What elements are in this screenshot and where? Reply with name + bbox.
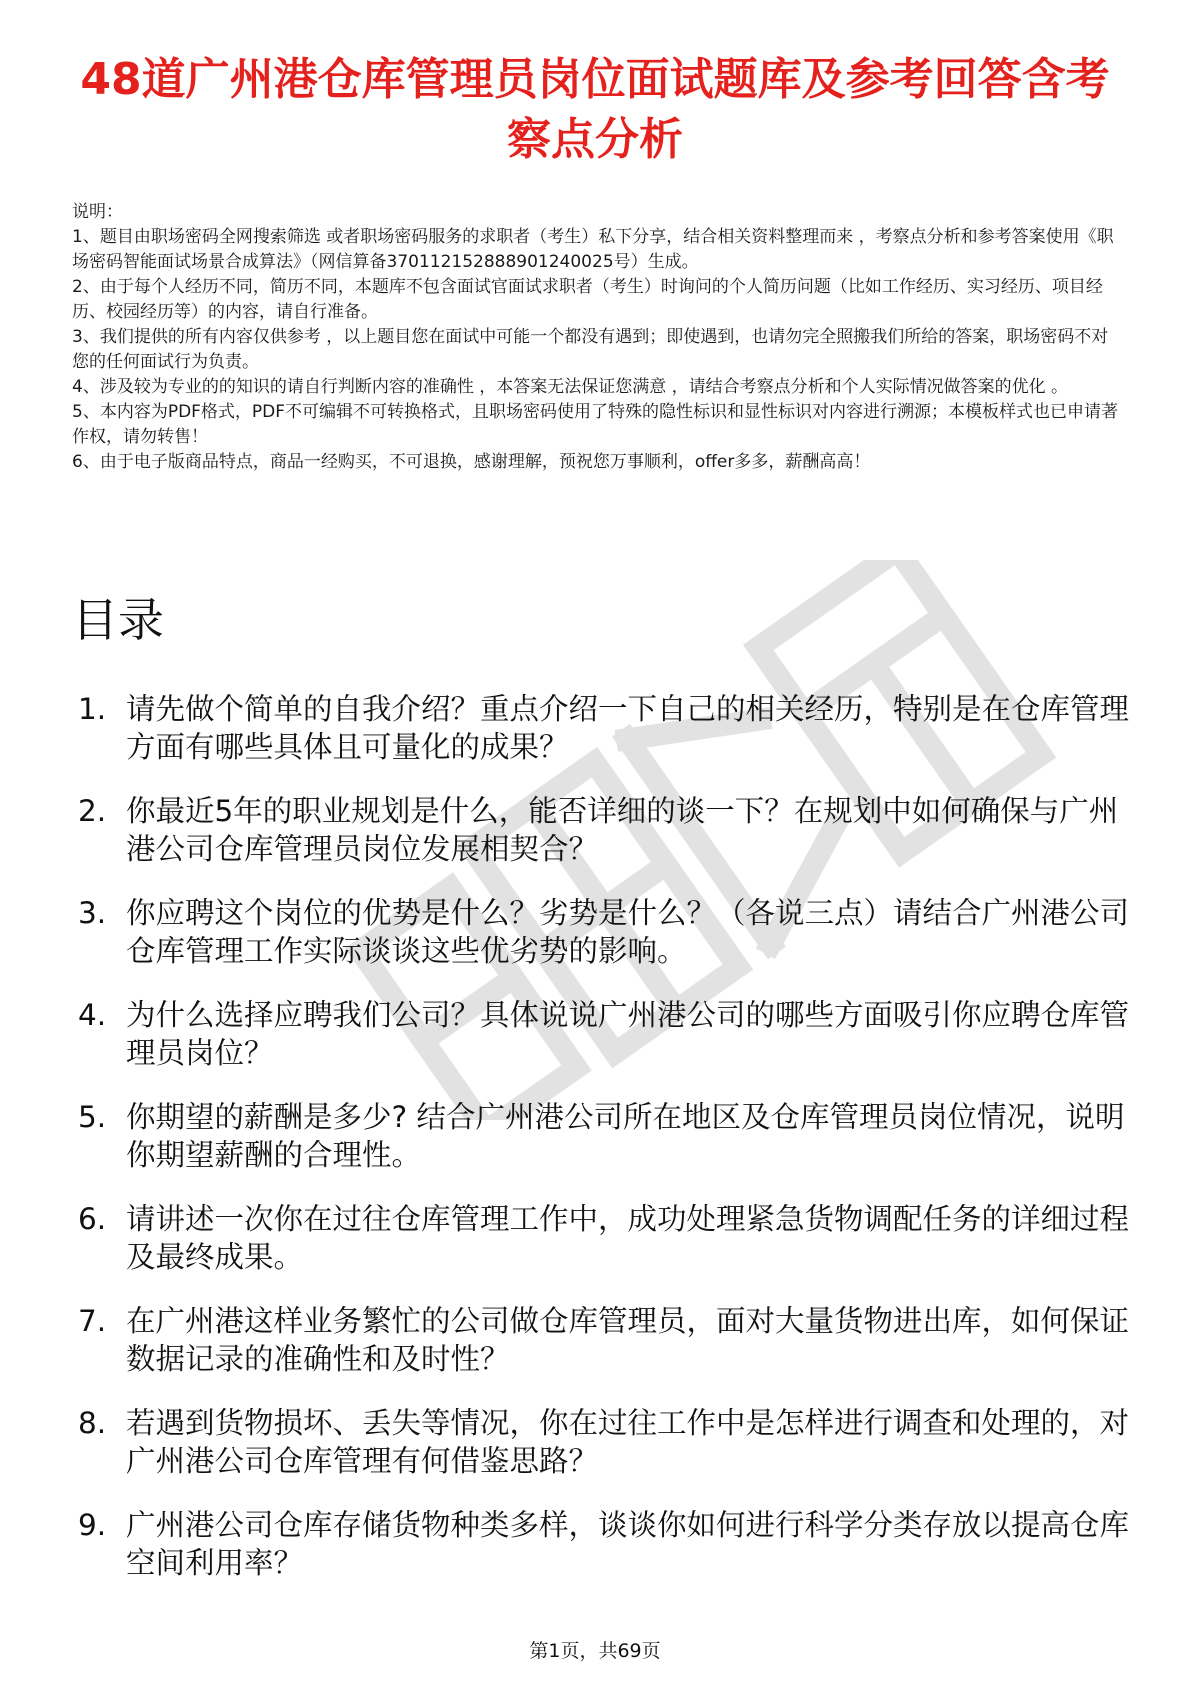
toc-item-number: 3.: [78, 896, 107, 930]
toc-item-number: 6.: [78, 1202, 107, 1236]
toc-item-number: 4.: [78, 998, 107, 1032]
toc-item-text: 你最近5年的职业规划是什么，能否详细的谈一下？在规划中如何确保与广州港公司仓库管理员岗位发展相契合？: [126, 794, 1119, 866]
page-footer: 第1页，共69页: [529, 1640, 661, 1662]
notes-heading: 说明：: [72, 202, 123, 222]
toc-item-number: 1.: [78, 692, 107, 726]
toc-item-text: 若遇到货物损坏、丢失等情况，你在过往工作中是怎样进行调查和处理的，对广州港公司仓库管理有何借鉴思路？: [126, 1406, 1130, 1478]
notes-section: [72, 200, 1122, 475]
toc-item[interactable]: [72, 894, 1132, 970]
toc-item-text: 为什么选择应聘我们公司？具体说说广州港公司的哪些方面吸引你应聘仓库管理员岗位？: [126, 998, 1130, 1070]
note-item: 3、我们提供的所有内容仅供参考 ，以上题目您在面试中可能一个都没有遇到；即使遇到，也请勿完全照搬我们所给的答案，职场密码不对您的任何面试行为负责。: [72, 327, 1109, 372]
toc-item[interactable]: [72, 996, 1132, 1072]
toc-heading: 目录: [72, 593, 164, 647]
note-item: 4、涉及较为专业的的知识的请自行判断内容的准确性 ，本答案无法保证您满意 ，请结合考察点分析和个人实际情况做答案的优化 。: [72, 377, 1069, 397]
toc-item[interactable]: [72, 1200, 1132, 1276]
note-item: 5、本内容为PDF格式，PDF不可编辑不可转换格式，且职场密码使用了特殊的隐性标识和显性标识对内容进行溯源；本模板样式也已申请著作权，请勿转售！: [72, 402, 1119, 447]
toc-item-number: 2.: [78, 794, 107, 828]
toc-item-text: 在广州港这样业务繁忙的公司做仓库管理员，面对大量货物进出库，如何保证数据记录的准确性和及时性？: [126, 1304, 1130, 1376]
toc-item-text: 广州港公司仓库存储货物种类多样，谈谈你如何进行科学分类存放以提高仓库空间利用率？: [126, 1508, 1130, 1580]
toc-item-number: 7.: [78, 1304, 107, 1338]
note-item: 1、题目由职场密码全网搜索筛选 或者职场密码服务的求职者（考生）私下分享，结合相关资料整理而来 ，考察点分析和参考答案使用《职场密码智能面试场景合成算法》（网信算备370112152888901240025号）生成。: [72, 227, 1114, 272]
toc-list: [72, 690, 1132, 1608]
toc-item[interactable]: [72, 690, 1132, 766]
note-item: 2、由于每个人经历不同，简历不同，本题库不包含面试官面试求职者（考生）时询问的个人简历问题（比如工作经历、实习经历、项目经历、校园经历等）的内容，请自行准备。: [72, 277, 1103, 322]
toc-item[interactable]: [72, 1404, 1132, 1480]
note-item: 6、由于电子版商品特点，商品一经购买，不可退换，感谢理解，预祝您万事顺利，offer多多，薪酬高高！: [72, 452, 871, 472]
document-title: 48道广州港仓库管理员岗位面试题库及参考回答含考察点分析: [80, 54, 1110, 165]
toc-item-text: 你应聘这个岗位的优势是什么？劣势是什么？（各说三点）请结合广州港公司仓库管理工作实际谈谈这些优劣势的影响。: [126, 896, 1130, 968]
toc-item-text: 请讲述一次你在过往仓库管理工作中，成功处理紧急货物调配任务的详细过程及最终成果。: [126, 1202, 1130, 1274]
toc-item[interactable]: [72, 1506, 1132, 1582]
toc-item[interactable]: [72, 792, 1132, 868]
toc-item-number: 8.: [78, 1406, 107, 1440]
toc-item-number: 9.: [78, 1508, 107, 1542]
toc-item[interactable]: [72, 1302, 1132, 1378]
toc-item-text: 请先做个简单的自我介绍？重点介绍一下自己的相关经历，特别是在仓库管理方面有哪些具体且可量化的成果？: [126, 692, 1130, 764]
toc-item-text: 你期望的薪酬是多少? 结合广州港公司所在地区及仓库管理员岗位情况，说明你期望薪酬的合理性。: [126, 1100, 1125, 1172]
toc-item[interactable]: [72, 1098, 1132, 1174]
toc-item-number: 5.: [78, 1100, 107, 1134]
